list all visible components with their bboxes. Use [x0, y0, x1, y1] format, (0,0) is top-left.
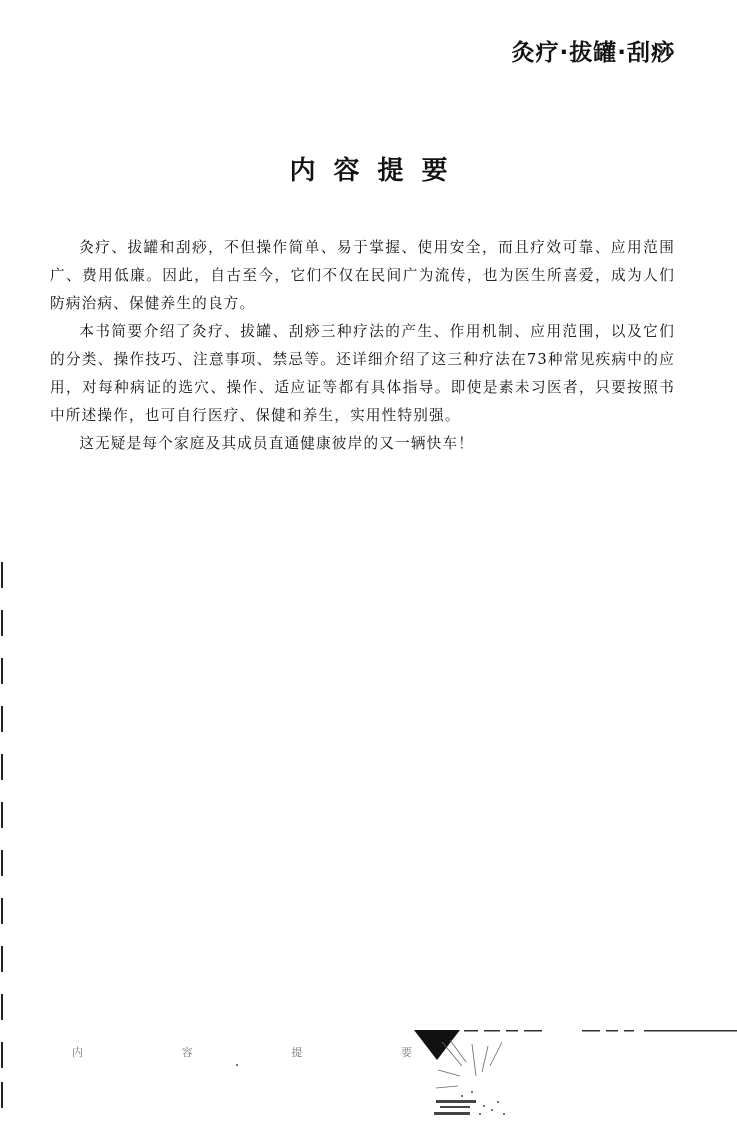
paragraph-2: 本书简要介绍了灸疗、拔罐、刮痧三种疗法的产生、作用机制、应用范围，以及它们的分类、操作技巧、注意事项、禁忌等。还详细介绍了这三种疗法在73种常见疾病中的应用，对每种病证的选穴、操作、适应证等都有具体指导。即使是素未习医者，只要按照书中所述操作，也可自行医疗、保健和养生，实用性特别强。 — [50, 323, 675, 424]
margin-tick — [1, 850, 3, 876]
margin-tick — [1, 898, 3, 924]
section-heading: 内容提要 — [289, 156, 466, 186]
margin-tick — [1, 658, 3, 684]
margin-tick — [1, 1042, 3, 1068]
footer-running-label — [72, 1044, 412, 1060]
margin-tick — [1, 706, 3, 732]
margin-tick — [1, 946, 3, 972]
footer-label-char: 容 — [181, 1046, 193, 1059]
margin-tick — [1, 610, 3, 636]
margin-tick — [1, 754, 3, 780]
binding-margin-marks — [0, 562, 4, 1102]
margin-tick — [1, 562, 3, 588]
footer-label-char: 提 — [291, 1046, 303, 1059]
paragraph-1: 灸疗、拔罐和刮痧，不但操作简单、易于掌握、使用安全，而且疗效可靠、应用范围广、费用低廉。因此，自古至今，它们不仅在民间广为流传，也为医生所喜爱，成为人们防病治病、保健养生的良方。 — [50, 239, 675, 312]
footer-label-char: 要 — [400, 1046, 412, 1059]
footer-band — [60, 1030, 737, 1122]
margin-tick — [1, 1082, 3, 1108]
footer-dash-rule — [464, 1030, 737, 1032]
book-title: 灸疗·拔罐·刮痧 — [511, 40, 675, 66]
margin-tick — [1, 994, 3, 1020]
footer-scan-texture — [432, 1036, 542, 1120]
paragraph-3: 这无疑是每个家庭及其成员直通健康彼岸的又一辆快车！ — [79, 435, 475, 452]
abstract-body — [50, 234, 675, 458]
footer-label-char: 内 — [72, 1046, 83, 1059]
margin-tick — [1, 802, 3, 828]
